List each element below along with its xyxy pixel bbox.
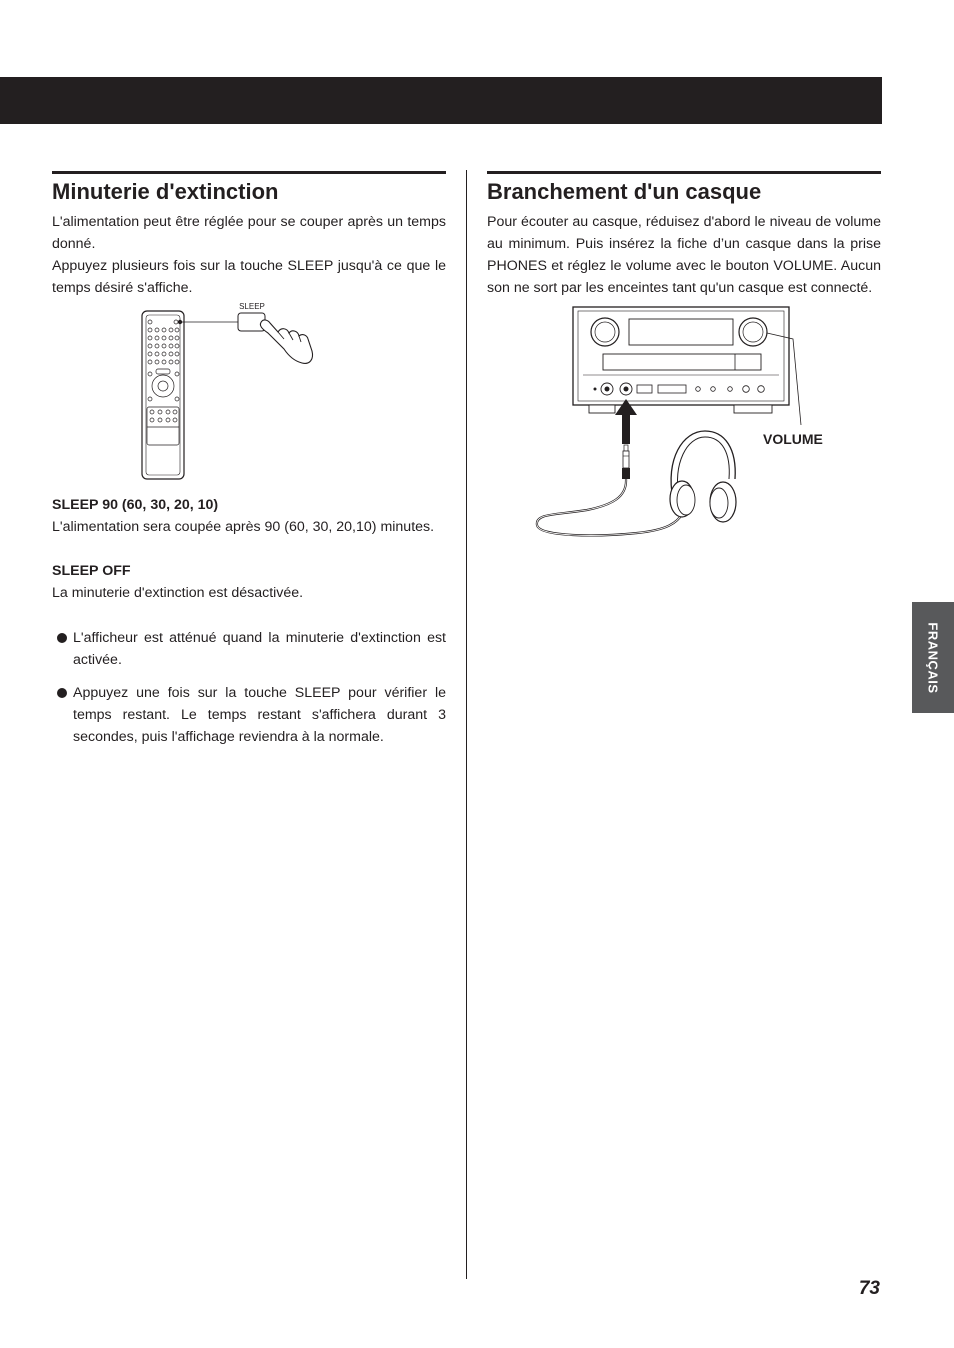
bullet-text: Appuyez une fois sur la touche SLEEP pour vérifier le temps restant. Le temps restant s'affichera durant 3 secondes, puis l'affichage reviendra à la normale. [73,685,446,745]
bullet-dot-icon [57,688,67,698]
bullet-item [52,682,446,748]
header-bar [0,77,882,124]
sleep-button-label: SLEEP [239,302,265,311]
bullet-item [52,627,446,671]
language-tab-label: FRANÇAIS [925,621,941,694]
section-title: Minuterie d'extinction [52,179,279,204]
intro-paragraph-2: Appuyez plusieurs fois sur la touche SLEEP jusqu'à ce que le temps désiré s'affiche. [52,258,446,296]
receiver-headphones-icon [487,299,881,545]
sleep-times-text: L'alimentation sera coupée après 90 (60, 30, 20,10) minutes. [52,519,435,535]
sleep-timer-section [52,171,446,748]
headphones-paragraph: Pour écouter au casque, réduisez d'abord le niveau de volume au minimum. Puis insérez la fiche d’un casque dans la prise PHONES et réglez le volume avec le bouton VOLUME. Aucun son ne sort par les enceintes tant qu'un casque est connecté. [487,214,881,296]
sleep-off-text: La minuterie d'extinction est désactivée. [52,585,304,601]
column-divider [466,170,467,1279]
remote-illustration [52,299,446,494]
section-rule [52,171,446,174]
bullet-dot-icon [57,633,67,643]
remote-sleep-icon [52,299,446,494]
volume-label: VOLUME [763,431,823,447]
sleep-times-title: SLEEP 90 (60, 30, 20, 10) [52,497,219,513]
page-number: 73 [858,1278,880,1299]
section-rule [487,171,881,174]
headphones-illustration [487,299,881,545]
headphones-section [487,171,881,545]
bullet-text: L'afficheur est atténué quand la minuterie d'extinction est activée. [73,630,446,668]
language-tab [912,602,954,713]
intro-paragraph-1: L'alimentation peut être réglée pour se couper après un temps donné. [52,214,446,252]
section-title: Branchement d'un casque [487,179,762,204]
sleep-off-title: SLEEP OFF [52,563,131,579]
